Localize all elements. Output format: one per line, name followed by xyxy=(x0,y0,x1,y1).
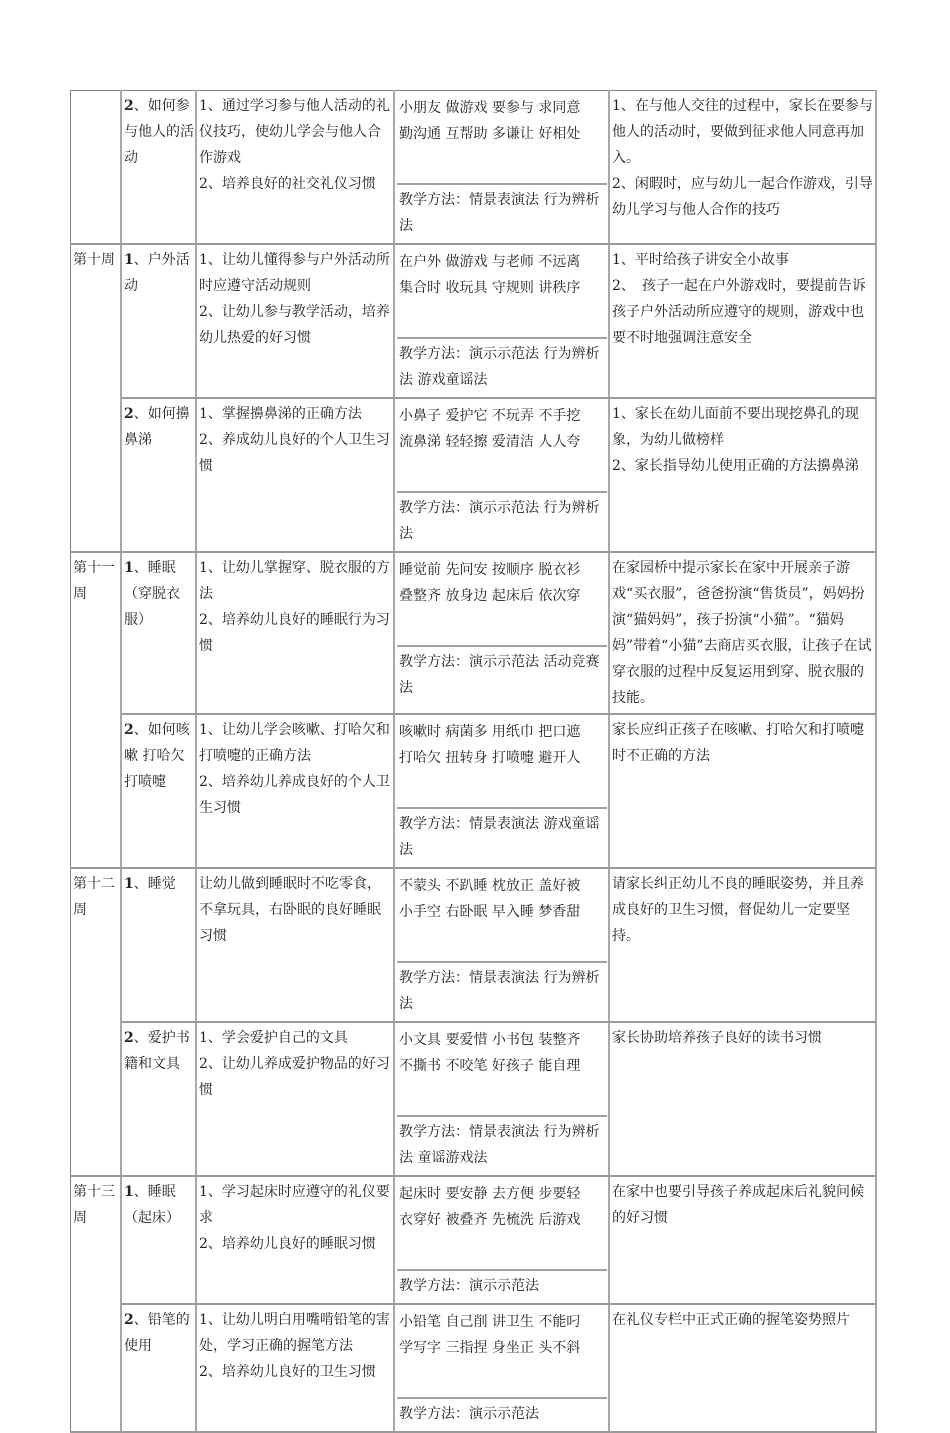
rhyme-cell xyxy=(394,868,609,1022)
teaching-method: 教学方法：演示示范法 xyxy=(399,1406,539,1422)
teaching-method: 教学方法：情景表演法 行为辨析法 童谣游戏法 xyxy=(399,1124,600,1166)
parent-guidance-cell xyxy=(609,244,876,398)
parent-guidance-item: 在家中也要引导孩子养成起床后礼貌问候的好习惯 xyxy=(612,1184,864,1226)
table-row xyxy=(71,714,877,868)
topic-title: 、爱护书籍和文具 xyxy=(124,1030,190,1072)
goal-cell xyxy=(196,714,394,868)
lesson-plan-page xyxy=(70,90,874,1433)
teaching-method: 教学方法：演示示范法 行为辨析法 游戏童谣法 xyxy=(399,346,600,388)
topic-title: 、如何参与他人的活动 xyxy=(124,98,194,166)
rhyme-cell xyxy=(394,398,609,552)
topic-cell xyxy=(121,1022,196,1176)
rhyme-text xyxy=(397,871,607,963)
table-row xyxy=(71,398,877,552)
goal-item: 1、学习起床时应遵守的礼仪要求 xyxy=(199,1184,390,1226)
rhyme-line: 衣穿好 被叠齐 先梳洗 后游戏 xyxy=(399,1212,581,1228)
table-row xyxy=(71,868,877,1022)
rhyme-line: 在户外 做游戏 与老师 不远离 xyxy=(399,254,581,270)
topic-number: 1 xyxy=(124,876,134,892)
goal-cell xyxy=(196,1176,394,1304)
goal-cell xyxy=(196,91,394,245)
topic-title: 、睡觉 xyxy=(133,876,176,892)
rhyme-text xyxy=(397,1307,607,1399)
teaching-method: 教学方法：情景表演法 行为辨析法 xyxy=(399,192,600,234)
topic-cell xyxy=(121,91,196,245)
rhyme-text xyxy=(397,247,607,339)
topic-cell xyxy=(121,868,196,1022)
topic-title: 、睡眠（起床） xyxy=(124,1184,180,1226)
teaching-method: 教学方法：情景表演法 行为辨析法 xyxy=(399,970,600,1012)
goal-cell xyxy=(196,398,394,552)
rhyme-line: 流鼻涕 轻轻擦 爱清洁 人人夸 xyxy=(399,434,581,450)
rhyme-cell xyxy=(394,244,609,398)
parent-guidance-cell xyxy=(609,91,876,245)
goal-item: 2、培养幼儿良好的卫生习惯 xyxy=(199,1364,376,1380)
rhyme-line: 叠整齐 放身边 起床后 依次穿 xyxy=(399,588,581,604)
topic-number: 2 xyxy=(124,1030,134,1046)
goal-item: 2、培养幼儿良好的睡眠行为习惯 xyxy=(199,612,390,654)
topic-number: 2 xyxy=(124,722,134,738)
teaching-method: 教学方法：演示示范法 行为辨析法 xyxy=(399,500,600,542)
rhyme-text xyxy=(397,401,607,493)
week-label: 第十周 xyxy=(73,252,115,268)
goal-item: 1、让幼儿掌握穿、脱衣服的方法 xyxy=(199,560,390,602)
rhyme-line: 小朋友 做游戏 要参与 求同意 xyxy=(399,100,581,116)
parent-guidance-cell xyxy=(609,1176,876,1304)
table-row xyxy=(71,1176,877,1304)
goal-item: 1、让幼儿明白用嘴啃铅笔的害处，学习正确的握笔方法 xyxy=(199,1312,390,1354)
parent-guidance-item: 在家园桥中提示家长在家中开展亲子游戏“买衣服”，爸爸扮演“售货员”，妈妈扮演“猫妈妈”，孩子扮演“小猫”。“猫妈妈”带着“小猫”去商店买衣服，让孩子在试穿衣服的过程中反复运用到穿、脱衣服的技能。 xyxy=(612,560,872,706)
topic-cell xyxy=(121,398,196,552)
topic-title: 、户外活动 xyxy=(124,252,190,294)
parent-guidance-item: 家长协助培养孩子良好的读书习惯 xyxy=(612,1030,822,1046)
topic-cell xyxy=(121,552,196,714)
rhyme-line: 起床时 要安静 去方便 步要轻 xyxy=(399,1186,581,1202)
topic-number: 2 xyxy=(124,406,134,422)
parent-guidance-item: 2、 孩子一起在户外游戏时，要提前告诉孩子户外活动所应遵守的规则，游戏中也要不时地强调注意安全 xyxy=(612,278,866,346)
parent-guidance-cell xyxy=(609,714,876,868)
rhyme-line: 勤沟通 互帮助 多谦让 好相处 xyxy=(399,126,581,142)
rhyme-line: 学写字 三指捏 身坐正 头不斜 xyxy=(399,1340,581,1356)
topic-cell xyxy=(121,1176,196,1304)
topic-number: 2 xyxy=(124,1312,134,1328)
lesson-plan-table xyxy=(70,90,877,1433)
rhyme-line: 不蒙头 不趴睡 枕放正 盖好被 xyxy=(399,878,581,894)
week-cell xyxy=(71,244,122,552)
rhyme-line: 小铅笔 自己削 讲卫生 不能叼 xyxy=(399,1314,581,1330)
parent-guidance-item: 在礼仪专栏中正式正确的握笔姿势照片 xyxy=(612,1312,850,1328)
goal-item: 2、培养良好的社交礼仪习惯 xyxy=(199,176,376,192)
goal-cell xyxy=(196,244,394,398)
teaching-method: 教学方法：演示示范法 活动竞赛法 xyxy=(399,654,600,696)
parent-guidance-item: 1、在与他人交往的过程中，家长在要参与他人的活动时，要做到征求他人同意再加入。 xyxy=(612,98,873,166)
rhyme-line: 小鼻子 爱护它 不玩弄 不手挖 xyxy=(399,408,581,424)
topic-title: 、如何咳嗽 打哈欠 打喷嚏 xyxy=(124,722,190,790)
parent-guidance-cell xyxy=(609,1304,876,1432)
topic-number: 1 xyxy=(124,252,134,268)
rhyme-line: 咳嗽时 病菌多 用纸巾 把口遮 xyxy=(399,724,581,740)
rhyme-line: 不撕书 不咬笔 好孩子 能自理 xyxy=(399,1058,581,1074)
week-label: 第十三周 xyxy=(73,1184,115,1226)
rhyme-text xyxy=(397,717,607,809)
parent-guidance-item: 1、平时给孩子讲安全小故事 xyxy=(612,252,789,268)
table-row xyxy=(71,91,877,245)
rhyme-text xyxy=(397,93,607,185)
rhyme-cell xyxy=(394,714,609,868)
rhyme-text xyxy=(397,1025,607,1117)
topic-number: 1 xyxy=(124,560,134,576)
topic-cell xyxy=(121,244,196,398)
table-row xyxy=(71,552,877,714)
week-cell xyxy=(71,868,122,1176)
week-label: 第十一周 xyxy=(73,560,115,602)
parent-guidance-cell xyxy=(609,868,876,1022)
goal-item: 2、养成幼儿良好的个人卫生习惯 xyxy=(199,432,390,474)
goal-item: 1、掌握擤鼻涕的正确方法 xyxy=(199,406,362,422)
parent-guidance-item: 2、闲暇时，应与幼儿一起合作游戏，引导幼儿学习与他人合作的技巧 xyxy=(612,176,873,218)
parent-guidance-item: 家长应纠正孩子在咳嗽、打哈欠和打喷嚏时不正确的方法 xyxy=(612,722,864,764)
rhyme-cell xyxy=(394,1304,609,1432)
rhyme-line: 小文具 要爱惜 小书包 装整齐 xyxy=(399,1032,581,1048)
topic-title: 、如何擤鼻涕 xyxy=(124,406,190,448)
rhyme-line: 小手空 右卧眠 早入睡 梦香甜 xyxy=(399,904,581,920)
goal-cell xyxy=(196,1304,394,1432)
goal-item: 1、让幼儿懂得参与户外活动所时应遵守活动规则 xyxy=(199,252,390,294)
parent-guidance-item: 2、家长指导幼儿使用正确的方法擤鼻涕 xyxy=(612,458,859,474)
topic-number: 2 xyxy=(124,98,134,114)
rhyme-cell xyxy=(394,91,609,245)
teaching-method: 教学方法：情景表演法 游戏童谣法 xyxy=(399,816,600,858)
goal-item: 2、培养幼儿养成良好的个人卫生习惯 xyxy=(199,774,390,816)
rhyme-line: 打哈欠 扭转身 打喷嚏 避开人 xyxy=(399,750,581,766)
parent-guidance-cell xyxy=(609,398,876,552)
topic-number: 1 xyxy=(124,1184,134,1200)
teaching-method: 教学方法：演示示范法 xyxy=(399,1278,539,1294)
parent-guidance-item: 1、家长在幼儿面前不要出现挖鼻孔的现象，为幼儿做榜样 xyxy=(612,406,859,448)
goal-item: 2、培养幼儿良好的睡眠习惯 xyxy=(199,1236,376,1252)
rhyme-line: 睡觉前 先问安 按顺序 脱衣衫 xyxy=(399,562,581,578)
goal-item: 2、让幼儿参与教学活动，培养幼儿热爱的好习惯 xyxy=(199,304,390,346)
goal-cell xyxy=(196,552,394,714)
goal-item: 1、学会爱护自己的文具 xyxy=(199,1030,348,1046)
goal-item: 2、让幼儿养成爱护物品的好习惯 xyxy=(199,1056,390,1098)
week-label: 第十二周 xyxy=(73,876,115,918)
goal-item: 1、让幼儿学会咳嗽、打哈欠和打喷嚏的正确方法 xyxy=(199,722,390,764)
table-row xyxy=(71,1022,877,1176)
lesson-plan-body xyxy=(71,91,877,1433)
goal-item: 1、通过学习参与他人活动的礼仪技巧，使幼儿学会与他人合作游戏 xyxy=(199,98,390,166)
goal-cell xyxy=(196,868,394,1022)
goal-item: 让幼儿做到睡眠时不吃零食，不拿玩具，右卧眠的良好睡眠习惯 xyxy=(199,876,381,944)
parent-guidance-item: 请家长纠正幼儿不良的睡眠姿势，并且养成良好的卫生习惯，督促幼儿一定要坚持。 xyxy=(612,876,864,944)
rhyme-line: 集合时 收玩具 守规则 讲秩序 xyxy=(399,280,581,296)
topic-title: 、铅笔的使用 xyxy=(124,1312,190,1354)
week-cell xyxy=(71,552,122,868)
week-cell xyxy=(71,1176,122,1432)
goal-cell xyxy=(196,1022,394,1176)
rhyme-cell xyxy=(394,1022,609,1176)
topic-cell xyxy=(121,714,196,868)
rhyme-text xyxy=(397,555,607,647)
rhyme-cell xyxy=(394,1176,609,1304)
table-row xyxy=(71,244,877,398)
week-cell xyxy=(71,91,122,245)
table-row xyxy=(71,1304,877,1432)
topic-title: 、睡眠（穿脱衣服） xyxy=(124,560,180,628)
rhyme-cell xyxy=(394,552,609,714)
parent-guidance-cell xyxy=(609,1022,876,1176)
topic-cell xyxy=(121,1304,196,1432)
parent-guidance-cell xyxy=(609,552,876,714)
rhyme-text xyxy=(397,1179,607,1271)
